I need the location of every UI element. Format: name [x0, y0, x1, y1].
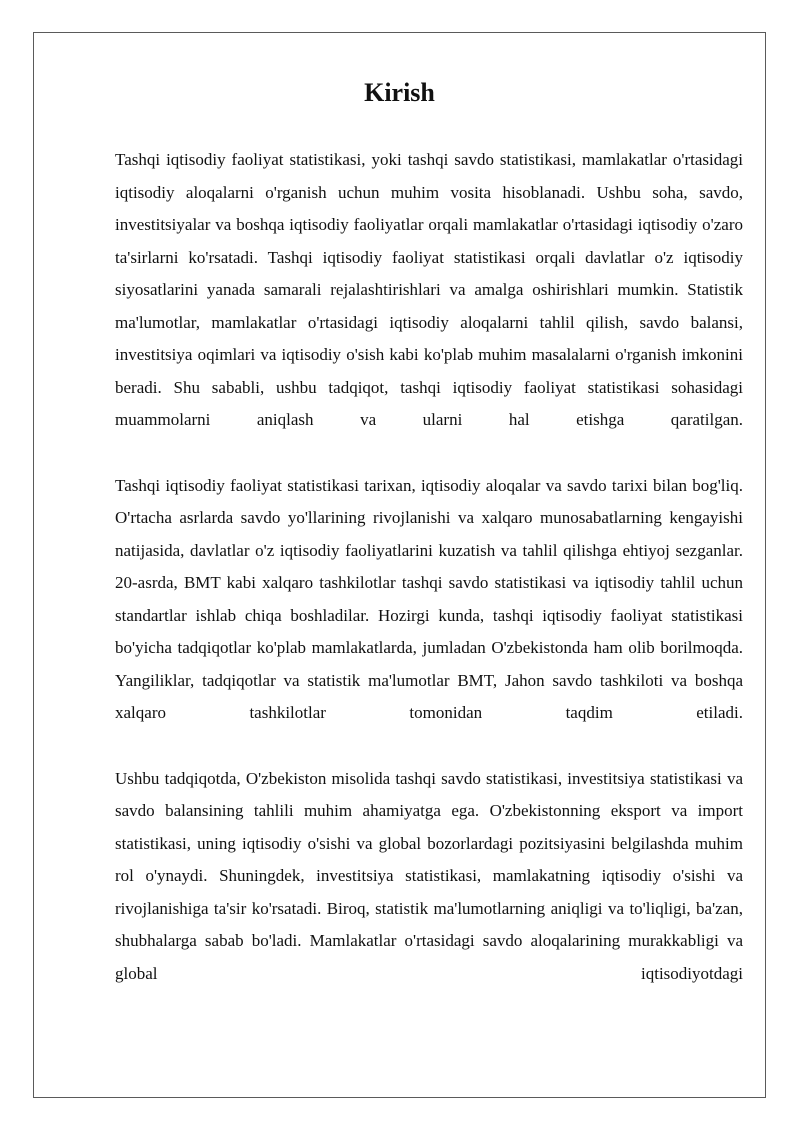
paragraph-2: Tashqi iqtisodiy faoliyat statistikasi tarixan, iqtisodiy aloqalar va savdo tarixi bilan bog'liq. O'rtacha asrlarda savdo yo'llarining rivojlanishi va xalqaro munosabatlarning kengayishi natijasida, davlatlar o'z iqtisodiy faoliyatlarini kuzatish va tahlil qilishga ehtiyoj sezganlar. 20-asrda, BMT kabi xalqaro tashkilotlar tashqi savdo statistikasi va iqtisodiy tahlil uchun standartlar ishlab chiqa boshladilar. Hozirgi kunda, tashqi iqtisodiy faoliyat statistikasi bo'yicha tadqiqotlar ko'plab mamlakatlarda, jumladan O'zbekistonda ham olib borilmoqda. Yangiliklar, tadqiqotlar va statistik ma'lumotlar BMT, Jahon savdo tashkiloti va boshqa xalqaro tashkilotlar tomonidan taqdim etiladi. [115, 475, 743, 722]
paragraph-1: Tashqi iqtisodiy faoliyat statistikasi, yoki tashqi savdo statistikasi, mamlakatlar o'rtasidagi iqtisodiy aloqalarni o'rganish uchun muhim vosita hisoblanadi. Ushbu soha, savdo, investitsiyalar va boshqa iqtisodiy faoliyatlar orqali mamlakatlar o'rtasidagi iqtisodiy o'zaro ta'sirlarni ko'rsatadi. Tashqi iqtisodiy faoliyat statistikasi orqali davlatlar o'z iqtisodiy siyosatlarini yanada samarali rejalashtirishlari va amalga oshirishlari mumkin. Statistik ma'lumotlar, mamlakatlar o'rtasidagi iqtisodiy aloqalarni tahlil qilish, savdo balansi, investitsiya oqimlari va iqtisodiy o'sish kabi ko'plab muhim masalalarni o'rganish imkonini beradi. Shu sababli, ushbu tadqiqot, tashqi iqtisodiy faoliyat statistikasi sohasidagi muammolarni aniqlash va ularni hal etishga qaratilgan. [115, 150, 743, 429]
page-title: Kirish [364, 78, 435, 107]
document-page [33, 32, 766, 1098]
paragraph-3: Ushbu tadqiqotda, O'zbekiston misolida tashqi savdo statistikasi, investitsiya statistikasi va savdo balansining tahlili muhim ahamiyatga ega. O'zbekistonning eksport va import statistikasi, uning iqtisodiy o'sishi va global bozorlardagi pozitsiyasini belgilashda muhim rol o'ynaydi. Shuningdek, investitsiya statistikasi, mamlakatning iqtisodiy o'sishi va rivojlanishiga ta'sir ko'rsatadi. Biroq, statistik ma'lumotlarning aniqligi va to'liqligi, ba'zan, shubhalarga sabab bo'ladi. Mamlakatlar o'rtasidagi savdo aloqalarining murakkabligi va global iqtisodiyotdagi [115, 768, 743, 983]
body-text [115, 144, 743, 1023]
